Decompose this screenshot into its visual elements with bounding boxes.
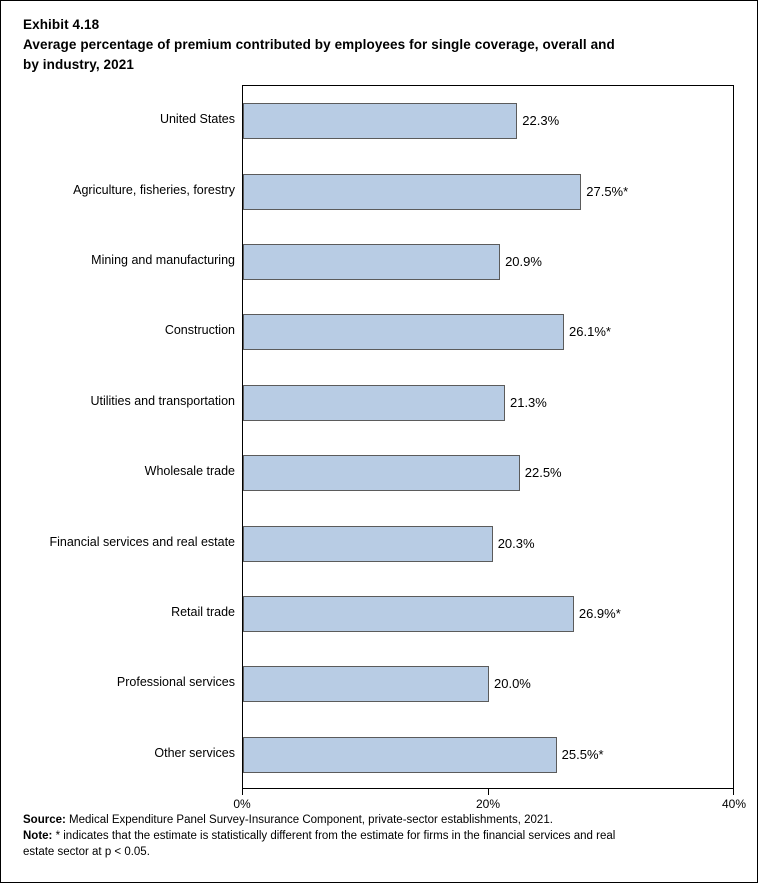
x-tick [733, 789, 734, 795]
bar-value-label: 26.9%* [578, 605, 621, 621]
x-tick-label: 0% [233, 797, 251, 811]
bar-value-label: 20.0% [494, 676, 531, 692]
title-line-1: Exhibit 4.18 [23, 17, 100, 32]
bar-value-label: 25.5%* [561, 746, 604, 762]
bar [243, 174, 581, 210]
category-label: Mining and manufacturing [91, 252, 235, 267]
source-label: Source: [23, 814, 66, 826]
title-line-2: Average percentage of premium contributed by employees for single coverage, overall and [23, 37, 615, 52]
bar-chart [23, 85, 747, 811]
bar-value-label: 27.5%* [586, 183, 629, 199]
bar [243, 385, 505, 421]
note-label: Note: [23, 830, 53, 842]
bar [243, 103, 517, 139]
bar-value-label: 26.1%* [569, 324, 611, 340]
bar-value-label: 22.3% [522, 113, 560, 129]
bar-value-label: 21.3% [509, 394, 547, 410]
title-line-3: by industry, 2021 [23, 57, 134, 72]
bar [243, 737, 557, 773]
bar-row [243, 297, 733, 363]
bar-row [243, 508, 733, 574]
x-tick [488, 789, 489, 795]
bar-row [243, 438, 733, 504]
x-tick-label: 20% [475, 797, 501, 811]
category-label: United States [159, 112, 235, 127]
bar [243, 314, 564, 350]
bar-row [243, 86, 733, 152]
x-tick [242, 789, 243, 795]
note-line-2: estate sector at p < 0.05. [23, 846, 150, 858]
bar-row [243, 579, 733, 645]
bar [243, 596, 574, 632]
note-text: * indicates that the estimate is statistically different from the estimate for firms in the financial services and real [52, 830, 616, 842]
bar-row [243, 720, 733, 786]
category-label: Retail trade [171, 604, 235, 619]
bar-value-label: 20.3% [497, 535, 535, 551]
page-title [23, 15, 738, 75]
bar-value-label: 20.9% [505, 253, 542, 269]
footnotes [23, 813, 738, 861]
category-label: Construction [164, 323, 235, 338]
bar [243, 526, 493, 562]
source-note [23, 813, 738, 828]
note-line [23, 829, 738, 844]
category-label: Other services [154, 745, 235, 760]
bar-value-label: 22.5% [524, 465, 562, 481]
category-label: Wholesale trade [144, 464, 235, 479]
bar-row [243, 227, 733, 293]
bar-row [243, 368, 733, 434]
category-label: Professional services [116, 675, 235, 690]
bar [243, 244, 500, 280]
category-label: Agriculture, fisheries, forestry [73, 182, 235, 197]
bar [243, 666, 489, 702]
category-label: Utilities and transportation [90, 393, 235, 408]
source-text: Medical Expenditure Panel Survey-Insurance Component, private-sector establishments, 2021. [65, 814, 553, 826]
category-label: Financial services and real estate [49, 534, 235, 549]
x-axis [233, 789, 747, 815]
category-axis-labels [23, 85, 242, 789]
plot-area [242, 85, 734, 789]
bar [243, 455, 520, 491]
bar-row [243, 156, 733, 222]
bar-row [243, 649, 733, 715]
bar-rows [243, 86, 733, 788]
x-tick-label: 40% [721, 797, 747, 811]
